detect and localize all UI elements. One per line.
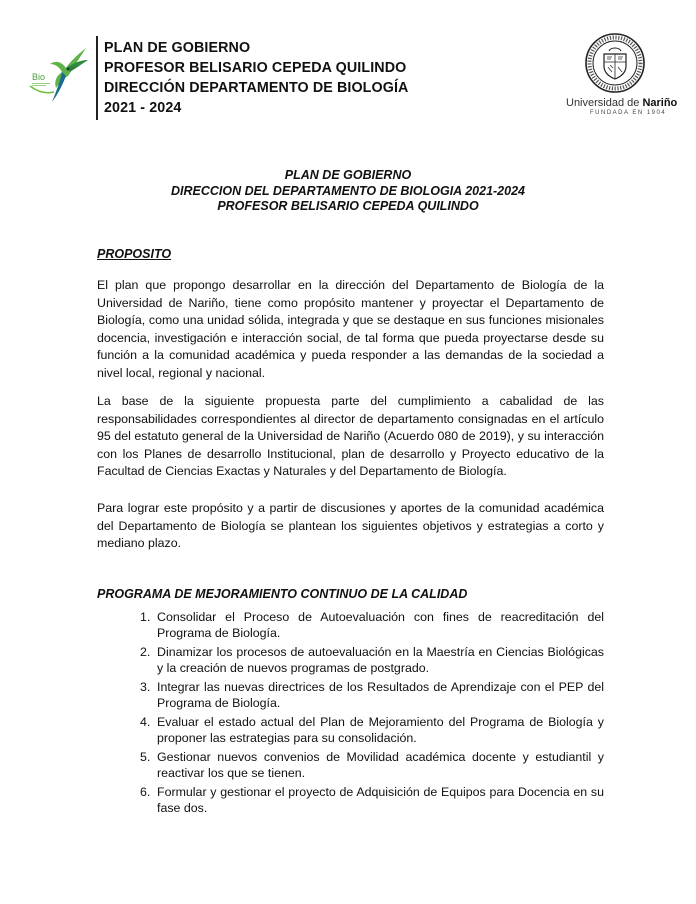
section-heading-proposito: PROPOSITO: [97, 247, 172, 261]
list-item: 2. Dinamizar los procesos de autoevaluación en la Maestría en Ciencias Biológicas y la creación de nuevos programas de postgrado.: [140, 644, 604, 675]
proposito-paragraph-3: Para lograr este propósito y a partir de discusiones y aportes de la comunidad académica del Departamento de Biología se plantean los siguientes objetivos y estrategias a corto y mediano plazo.: [97, 501, 604, 551]
header-line-2: PROFESOR BELISARIO CEPEDA QUILINDO: [104, 60, 407, 76]
header-title-block: [104, 38, 408, 118]
list-item: 1. Consolidar el Proceso de Autoevaluación con fines de reacreditación del Programa de Biología.: [140, 610, 604, 640]
header-line-1: PLAN DE GOBIERNO: [104, 40, 251, 56]
section-heading-programa: PROGRAMA DE MEJORAMIENTO CONTINUO DE LA CALIDAD: [97, 587, 468, 601]
header-divider: [96, 36, 98, 120]
proposito-paragraph-1: El plan que propongo desarrollar en la dirección del Departamento de Biología de la Universidad de Nariño, tiene como propósito mantener y proyectar el Departamento de Biología, como una unidad sólida, integrada y que se destaque en sus funciones misionales docencia, investigación e interacción social, de tal forma que pueda proyectarse desde su función a la comunidad académica y pueda responder a las demandas de la sociedad a nivel local, regional y nacional.: [97, 278, 604, 380]
header-line-3: DIRECCIÓN DEPARTAMENTO DE BIOLOGÍA: [104, 80, 409, 96]
header-line-4: 2021 - 2024: [104, 100, 182, 116]
university-seal-logo: [584, 32, 646, 94]
title-line-2: DIRECCION DEL DEPARTAMENTO DE BIOLOGIA 2021-2024: [170, 183, 525, 198]
document-title: [0, 168, 696, 215]
title-line-1: PLAN DE GOBIERNO: [284, 168, 412, 182]
biology-hummingbird-logo: [26, 42, 92, 112]
list-item: 3. Integrar las nuevas directrices de los Resultados de Aprendizaje con el PEP del Programa de Biología.: [140, 679, 604, 710]
university-founded: FUNDADA EN 1904: [590, 110, 667, 116]
title-line-3: PROFESOR BELISARIO CEPEDA QUILINDO: [217, 199, 479, 213]
list-item: 5. Gestionar nuevos convenios de Movilidad académica docente y estudiantil y reactivar los que se tienen.: [140, 749, 604, 780]
proposito-paragraph-2: La base de la siguiente propuesta parte del cumplimiento a cabalidad de las responsabilidades correspondientes al director de departamento consignadas en el artículo 95 del estatuto general de la Universidad de Nariño (Acuerdo 080 de 2019), y su interacción con los Planes de desarrollo Institucional, plan de desarrollo y Proyecto educativo de la Facultad de Ciencias Exactas y Naturales y del Departamento de Biología.: [97, 394, 604, 479]
university-name: Universidad de Nariño: [566, 97, 678, 109]
list-item: 4. Evaluar el estado actual del Plan de Mejoramiento del Programa de Biología y proponer las estrategias para su consolidación.: [140, 714, 604, 745]
list-item: 6. Formular y gestionar el proyecto de Adquisición de Equipos para Docencia en su fase dos.: [140, 784, 604, 815]
svg-text:Bio: Bio: [32, 72, 46, 82]
objectives-list: [133, 610, 604, 820]
